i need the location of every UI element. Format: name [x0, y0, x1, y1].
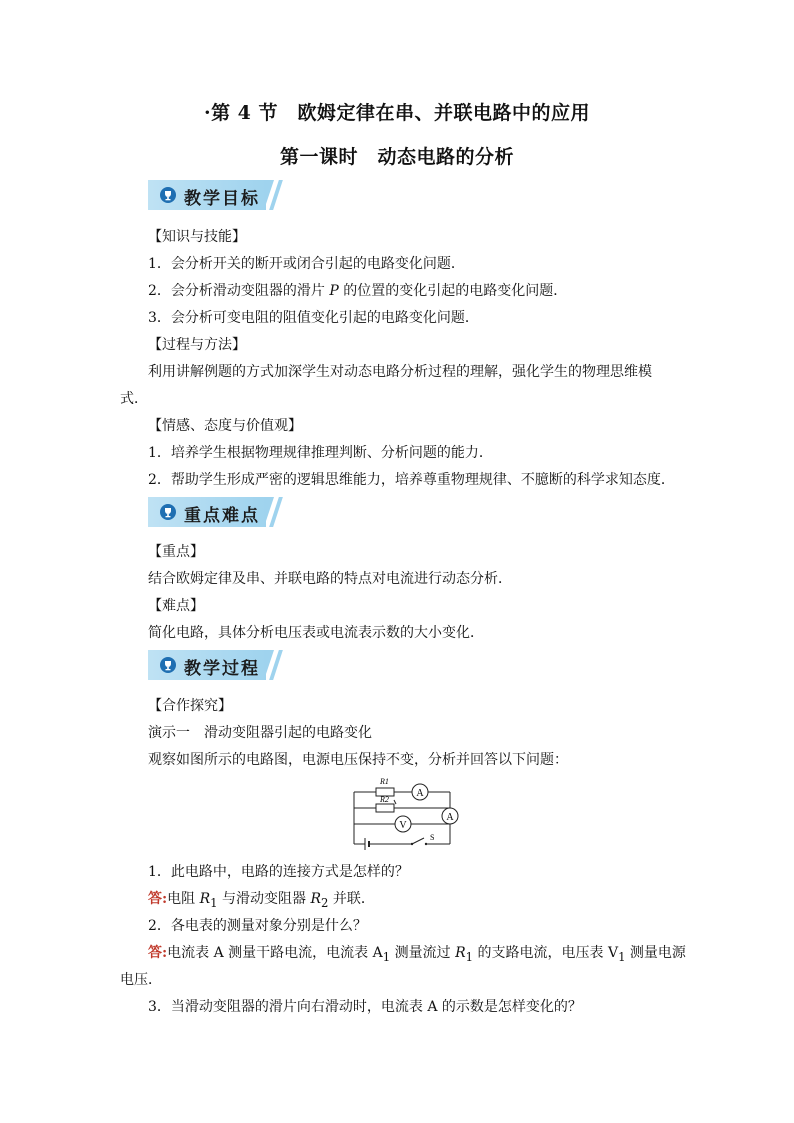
method-text: 利用讲解例题的方式加深学生对动态电路分析过程的理解，强化学生的物理思维模: [148, 364, 652, 380]
demo-title: 演示一 滑动变阻器引起的电路变化: [148, 725, 372, 741]
heading-knowledge: 【知识与技能】: [148, 229, 246, 245]
heading-cooperate: 【合作探究】: [148, 698, 232, 714]
ammeter-a1-label: A: [416, 788, 424, 799]
demo-intro: 观察如图所示的电路图，电源电压保持不变，分析并回答以下问题：: [148, 752, 568, 768]
heading-attitude: 【情感、态度与价值观】: [148, 418, 302, 434]
question-2: 2．各电表的测量对象分别是什么？: [148, 918, 367, 934]
trophy-icon: [160, 504, 176, 520]
answer-2: 答:电流表 A 测量干路电流，电流表 $A_1$ 测量流过 $R_1$ 的支路电流，电压表 $V_1$ 测量电源: [148, 945, 686, 964]
section-title: 教学目标: [184, 189, 260, 209]
ammeter-a-label: A: [446, 812, 454, 823]
heading-difficulty: 【难点】: [148, 598, 204, 614]
r1-label: R1: [380, 777, 389, 786]
method-text-cont: 式．: [120, 391, 148, 407]
switch-label: S: [430, 833, 435, 842]
trophy-icon: [160, 187, 176, 203]
goal-item: 2．会分析滑动变阻器的滑片 P 的位置的变化引起的电路变化问题．: [148, 283, 568, 299]
answer-1: 答:电阻 $R_1$ 与滑动变阻器 $R_2$ 并联．: [148, 891, 375, 910]
rheostat-r2: [376, 804, 394, 812]
section-banner-goals: [148, 180, 286, 210]
section-title: 重点难点: [184, 506, 260, 526]
goal-item: 1．会分析开关的断开或闭合引起的电路变化问题．: [148, 256, 465, 272]
r2-label: R2: [380, 795, 389, 804]
difficulty-text: 简化电路，具体分析电压表或电流表示数的大小变化．: [148, 625, 484, 641]
goal-item: 3．会分析可变电阻的阻值变化引起的电路变化问题．: [148, 310, 479, 326]
section-banner-keypoints: [148, 497, 286, 527]
answer-2-cont: 电压．: [120, 972, 162, 988]
section-title: 教学过程: [184, 659, 260, 679]
trophy-icon: [160, 657, 176, 673]
voltmeter-label: V: [399, 820, 407, 831]
key-text: 结合欧姆定律及串、并联电路的特点对电流进行动态分析．: [148, 571, 512, 587]
question-1: 1．此电路中，电路的连接方式是怎样的？: [148, 864, 409, 880]
page-subtitle: 第一课时 动态电路的分析: [279, 146, 514, 168]
heading-method: 【过程与方法】: [148, 337, 246, 353]
attitude-item: 1．培养学生根据物理规律推理判断、分析问题的能力．: [148, 445, 493, 461]
section-banner-process: [148, 650, 286, 680]
attitude-item: 2．帮助学生形成严密的逻辑思维能力，培养尊重物理规律、不臆断的科学求知态度．: [148, 472, 675, 488]
question-3: 3．当滑动变阻器的滑片向右滑动时，电流表 A 的示数是怎样变化的？: [148, 999, 582, 1015]
page-title: ·第 4 节 欧姆定律在串、并联电路中的应用: [203, 102, 591, 124]
circuit-diagram: [350, 772, 470, 854]
heading-key: 【重点】: [148, 544, 204, 560]
